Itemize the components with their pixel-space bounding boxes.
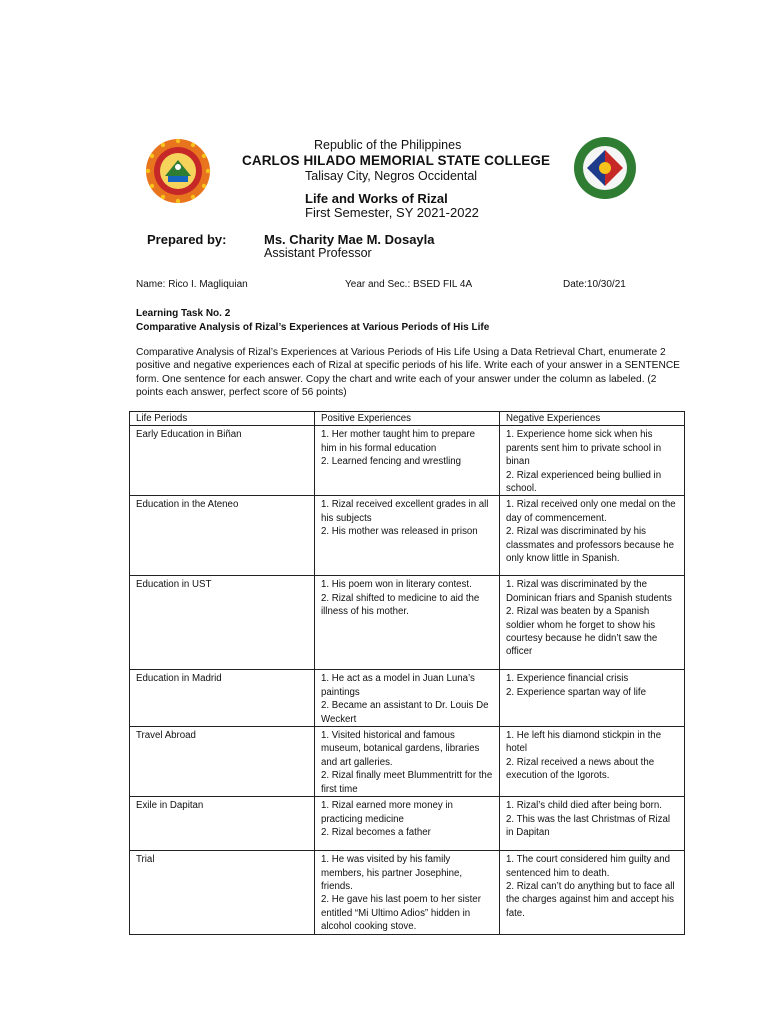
college-name: CARLOS HILADO MEMORIAL STATE COLLEGE (242, 153, 551, 168)
negative-experience-cell (500, 727, 685, 797)
college-seal-logo (145, 138, 211, 204)
prepared-by-label: Prepared by: (147, 232, 227, 247)
task-number: Learning Task No. 2 (136, 308, 231, 319)
positive-experience-cell (315, 670, 500, 727)
negative-experience-cell (500, 797, 685, 851)
positive-experience-item: 2. Became an assistant to Dr. Louis De Weckert (321, 700, 489, 725)
header-positive: Positive Experiences (315, 412, 500, 426)
negative-experience-item: 1. He left his diamond stickpin in the hotel (506, 730, 662, 755)
negative-experience-item: 2. Rizal can’t do anything but to face all the charges against him and accept his fate. (506, 880, 675, 919)
republic-text: Republic of the Philippines (314, 138, 462, 152)
negative-experience-item: 1. Rizal received only one medal on the day of commencement. (506, 499, 676, 524)
negative-experience-item: 1. Experience home sick when his parents sent him to private school in binan (506, 429, 662, 468)
positive-experience-item: 2. His mother was released in prison (321, 526, 478, 538)
table-row (130, 426, 685, 496)
task-heading (136, 307, 696, 335)
college-city: Talisay City, Negros Occidental (305, 169, 478, 183)
prepared-by-title: Assistant Professor (264, 246, 372, 260)
life-period-cell: Education in Madrid (130, 670, 315, 727)
life-period-cell: Early Education in Biñan (130, 426, 315, 496)
positive-experience-cell (315, 851, 500, 935)
agency-seal-logo (573, 136, 637, 200)
prepared-by-name: Ms. Charity Mae M. Dosayla (264, 232, 435, 247)
table-row (130, 496, 685, 576)
negative-experience-item: 2. This was the last Christmas of Rizal in Dapitan (506, 813, 671, 838)
positive-experience-item: 1. He act as a model in Juan Luna’s paintings (321, 673, 475, 698)
instructions: Comparative Analysis of Rizal’s Experiences at Various Periods of His Life Using a Data Retrieval Chart, enumerate 2 positive and negative experiences each of Rizal at specific periods of his life. Write each of your answer in a SENTENCE form. One sentence for each answer. Copy the chart and write each of your answer under the column as labeled. (2 points each answer, perfect score of 56 points) (136, 347, 680, 399)
header-life-periods: Life Periods (130, 412, 315, 426)
table-row (130, 727, 685, 797)
positive-experience-item: 1. Visited historical and famous museum, botanical gardens, libraries and art galleries. (321, 730, 480, 768)
positive-experience-item: 1. He was visited by his family members, his partner Josephine, friends. (321, 854, 463, 892)
life-period-cell: Travel Abroad (130, 727, 315, 797)
positive-experience-item: 2. Rizal shifted to medicine to aid the illness of his mother. (321, 592, 480, 618)
positive-experience-item: 1. Rizal received excellent grades in all his subjects (321, 499, 489, 524)
negative-experience-cell (500, 496, 685, 576)
date: Date:10/30/21 (563, 279, 626, 290)
table-row (130, 797, 685, 851)
table-row (130, 670, 685, 727)
negative-experience-cell (500, 851, 685, 935)
positive-experience-cell (315, 576, 500, 670)
positive-experience-item: 1. Her mother taught him to prepare him in his formal education (321, 429, 476, 454)
semester-text: First Semester, SY 2021-2022 (305, 205, 479, 220)
table-row (130, 576, 685, 670)
negative-experience-item: 2. Rizal was beaten by a Spanish soldier whom he forget to show his courtesy because he didn’t saw the officer (506, 606, 658, 658)
positive-experience-item: 2. Learned fencing and wrestling (321, 456, 462, 468)
positive-experience-item: 2. He gave his last poem to her sister entitled “Mi Ultimo Adios” hidden in alcohol cooking stove. (321, 894, 481, 933)
negative-experience-item: 1. Experience financial crisis (506, 673, 629, 685)
negative-experience-cell (500, 426, 685, 496)
data-retrieval-chart (129, 411, 685, 935)
positive-experience-cell (315, 426, 500, 496)
course-title: Life and Works of Rizal (305, 191, 448, 206)
negative-experience-item: 2. Rizal experienced being bullied in school. (506, 469, 662, 495)
positive-experience-item: 2. Rizal finally meet Blummentritt for the first time (321, 770, 493, 795)
positive-experience-item: 2. Rizal becomes a father (321, 826, 431, 838)
negative-experience-item: 2. Rizal was discriminated by his classmates and professors because he only know little in Spanish. (506, 526, 675, 565)
life-period-cell: Exile in Dapitan (130, 797, 315, 851)
negative-experience-item: 2. Rizal received a news about the execution of the Igorots. (506, 756, 655, 782)
negative-experience-item: 1. Rizal was discriminated by the Dominican friars and Spanish students (506, 579, 672, 604)
negative-experience-item: 1. Rizal’s child died after being born. (506, 800, 662, 812)
negative-experience-cell (500, 670, 685, 727)
negative-experience-item: 1. The court considered him guilty and sentenced him to death. (506, 854, 671, 879)
task-title: Comparative Analysis of Rizal’s Experiences at Various Periods of His Life (136, 322, 490, 333)
year-section: Year and Sec.: BSED FIL 4A (345, 279, 473, 290)
positive-experience-item: 1. Rizal earned more money in practicing medicine (321, 800, 453, 825)
table-row (130, 851, 685, 935)
life-period-cell: Trial (130, 851, 315, 935)
life-period-cell: Education in the Ateneo (130, 496, 315, 576)
positive-experience-item: 1. His poem won in literary contest. (321, 579, 472, 591)
header-negative: Negative Experiences (500, 412, 685, 426)
student-name: Name: Rico I. Magliquian (136, 279, 248, 290)
letterhead (242, 138, 562, 184)
negative-experience-item: 2. Experience spartan way of life (506, 686, 647, 698)
positive-experience-cell (315, 797, 500, 851)
negative-experience-cell (500, 576, 685, 670)
positive-experience-cell (315, 727, 500, 797)
life-period-cell: Education in UST (130, 576, 315, 670)
table-header-row (130, 412, 685, 426)
positive-experience-cell (315, 496, 500, 576)
